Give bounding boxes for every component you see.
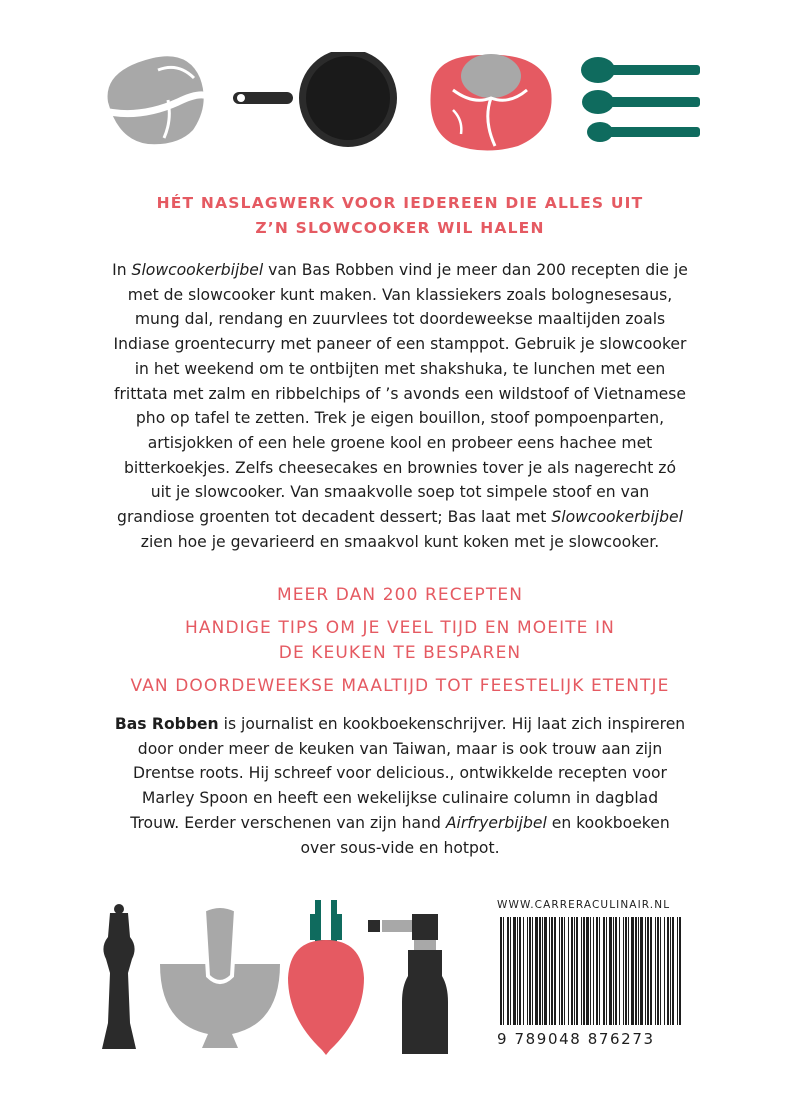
barcode-bar bbox=[549, 917, 550, 1025]
barcode-bar bbox=[544, 917, 547, 1025]
barcode-bar bbox=[564, 917, 565, 1025]
mortar-pestle-icon bbox=[160, 902, 280, 1052]
author-name: Bas Robben bbox=[114, 715, 219, 733]
description-line: bitterkoekjes. Zelfs cheesecakes en brownies tover je als nagerecht zó bbox=[123, 458, 677, 477]
isbn-number: 9 789048 876273 bbox=[497, 1030, 655, 1048]
barcode-bar bbox=[571, 917, 573, 1025]
barcode-bar bbox=[581, 917, 582, 1025]
description-line: in het weekend om te ontbijten met shakshuka, te lunchen met een bbox=[134, 359, 666, 378]
barcode-bar bbox=[667, 917, 669, 1025]
description-line: pho op tafel te zetten. Trek je eigen bouillon, stoof pompoenparten, bbox=[135, 409, 665, 428]
barcode-bar bbox=[647, 917, 649, 1025]
description-line: uit je slowcooker. Van smaakvolle soep tot simpele stoof en van bbox=[150, 483, 650, 502]
description bbox=[70, 258, 730, 554]
barcode-bar bbox=[542, 917, 543, 1025]
barcode-bar bbox=[640, 917, 643, 1025]
barcode-bar bbox=[596, 917, 598, 1025]
garlic-icon bbox=[98, 50, 218, 150]
description-line: frittata met zalm en ribbelchips of ’s avonds een wildstoof of Vietnamese bbox=[113, 384, 686, 403]
barcode-bar bbox=[672, 917, 674, 1025]
barcode-bar bbox=[590, 917, 591, 1025]
barcode-bar bbox=[609, 917, 612, 1025]
description-line: artisjokken of een hele groene kool en probeer eens hachee met bbox=[147, 433, 653, 452]
barcode-bar bbox=[532, 917, 533, 1025]
barcode-bar bbox=[615, 917, 617, 1025]
bio-line: over sous-vide en hotpot. bbox=[300, 838, 500, 857]
meat-icon bbox=[423, 50, 558, 152]
barcode-bar bbox=[519, 917, 521, 1025]
bio-line: Marley Spoon en heeft een wekelijkse culinaire column in dagblad bbox=[141, 789, 659, 808]
barcode-bar bbox=[655, 917, 656, 1025]
barcode-bar bbox=[670, 917, 671, 1025]
barcode-bar bbox=[635, 917, 637, 1025]
headline bbox=[0, 191, 800, 241]
author-bio bbox=[70, 712, 730, 860]
bio-line: Drentse roots. Hij schreef voor delicious., ontwikkelde recepten voor bbox=[133, 764, 667, 783]
beet-icon bbox=[286, 900, 366, 1055]
barcode-bar bbox=[631, 917, 634, 1025]
book-title: Slowcookerbijbel bbox=[551, 508, 683, 527]
barcode-bar bbox=[510, 917, 511, 1025]
barcode-bar bbox=[523, 917, 524, 1025]
barcode-bar bbox=[517, 917, 518, 1025]
barcode-bar bbox=[583, 917, 585, 1025]
barcode-bar bbox=[500, 917, 502, 1025]
measuring-spoons-icon bbox=[578, 52, 708, 148]
highlight-1: MEER DAN 200 RECEPTEN bbox=[276, 585, 524, 605]
highlight-2a: HANDIGE TIPS OM JE VEEL TIJD EN MOEITE IN bbox=[185, 617, 615, 638]
barcode-bar bbox=[613, 917, 614, 1025]
book-title: Slowcookerbijbel bbox=[131, 261, 264, 279]
description-line: met de slowcooker kunt maken. Van klassiekers zoals bolognesesaus, bbox=[127, 285, 673, 304]
description-line: mung dal, rendang en zuurvlees tot doordeweekse maaltijden zoals bbox=[134, 310, 666, 329]
barcode-bar bbox=[593, 917, 594, 1025]
barcode-bar bbox=[586, 917, 589, 1025]
barcode-bar bbox=[638, 917, 639, 1025]
barcode-bar bbox=[657, 917, 659, 1025]
barcode-bar bbox=[551, 917, 553, 1025]
barcode-bar bbox=[574, 917, 575, 1025]
pepper-mill-icon bbox=[94, 903, 144, 1053]
barcode-bar bbox=[645, 917, 646, 1025]
kitchen-torch-icon bbox=[368, 906, 458, 1056]
barcode-bar bbox=[660, 917, 661, 1025]
description-line: In Slowcookerbijbel van Bas Robben vind je meer dan 200 recepten die je bbox=[112, 261, 688, 279]
barcode-bar bbox=[619, 917, 620, 1025]
barcode-bar bbox=[535, 917, 538, 1025]
headline-line-2: Z’N SLOWCOOKER WIL HALEN bbox=[255, 219, 545, 237]
barcode-bar bbox=[568, 917, 569, 1025]
bio-line: Trouw. Eerder verschenen van zijn hand Airfryerbijbel en kookboeken bbox=[130, 813, 670, 832]
barcode-bar bbox=[623, 917, 624, 1025]
barcode-bar bbox=[559, 917, 560, 1025]
bio-line: door onder meer de keuken van Taiwan, maar is ook trouw aan zijn bbox=[137, 739, 663, 758]
highlight-3: VAN DOORDEWEEKSE MAALTIJD TOT FEESTELIJK ETENTJE bbox=[130, 675, 670, 696]
barcode-bar bbox=[527, 917, 528, 1025]
barcode-bar bbox=[513, 917, 516, 1025]
barcode-bar bbox=[606, 917, 607, 1025]
barcode-bar bbox=[529, 917, 531, 1025]
barcode-bar bbox=[650, 917, 652, 1025]
other-book-title: Airfryerbijbel bbox=[445, 813, 547, 832]
barcode-bar bbox=[539, 917, 541, 1025]
barcode-bar bbox=[507, 917, 509, 1025]
barcode-bar bbox=[625, 917, 627, 1025]
barcode bbox=[498, 917, 686, 1029]
website-url: WWW.CARRERACULINAIR.NL bbox=[497, 899, 671, 911]
barcode-bar bbox=[576, 917, 578, 1025]
highlights bbox=[0, 583, 800, 699]
frying-pan-icon bbox=[233, 52, 413, 152]
headline-line-1: HÉT NASLAGWERK VOOR IEDEREEN DIE ALLES UIT bbox=[156, 194, 644, 212]
barcode-bar bbox=[603, 917, 605, 1025]
barcode-bar bbox=[679, 917, 681, 1025]
description-line: Indiase groentecurry met paneer of een stamppot. Gebruik je slowcooker bbox=[113, 335, 687, 354]
barcode-bar bbox=[561, 917, 563, 1025]
barcode-bar bbox=[677, 917, 678, 1025]
highlight-2b: DE KEUKEN TE BESPAREN bbox=[278, 643, 522, 663]
barcode-bar bbox=[664, 917, 665, 1025]
description-line: zien hoe je gevarieerd en smaakvol kunt koken met je slowcooker. bbox=[140, 532, 660, 551]
barcode-bar bbox=[554, 917, 556, 1025]
barcode-bar bbox=[628, 917, 629, 1025]
description-line: grandiose groenten tot decadent dessert; Bas laat met Slowcookerbijbel bbox=[117, 508, 683, 527]
bio-line: Bas Robben is journalist en kookboekenschrijver. Hij laat zich inspireren bbox=[114, 715, 686, 733]
barcode-bar bbox=[599, 917, 600, 1025]
barcode-bar bbox=[503, 917, 504, 1025]
